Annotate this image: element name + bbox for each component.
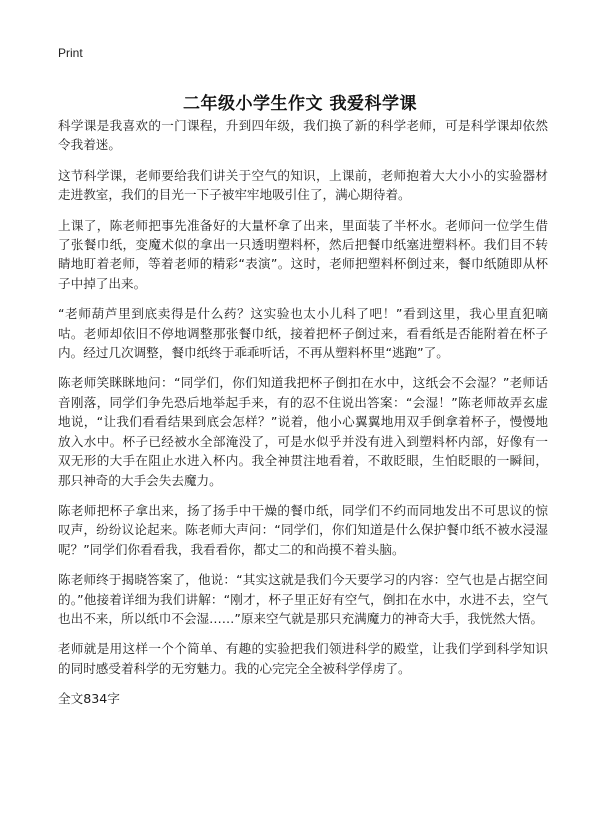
paragraph-5: 陈老师笑眯眯地问：“同学们，你们知道我把杯子倒扣在水中，这纸会不会湿？”老师话音刚落，同学们争先恐后地举起手来，有的忍不住说出答案：“会湿！”陈老师故弄玄虚地说，“让我们看看结果到底会怎样？”说着，他小心翼翼地用双手倒拿着杯子，慢慢地放入水中。杯子已经被水全部淹没了，可是水似乎并没有进入到塑料杯内部，好像有一双无形的大手在阻止水进入杯内。我全神贯注地看着，不敢眨眼，生怕眨眼的一瞬间，那只神奇的大手会失去魔力。 <box>58 375 548 488</box>
word-count: 全文834字 <box>58 691 120 707</box>
paragraph-1: 科学课是我喜欢的一门课程，升到四年级，我们换了新的科学老师，可是科学课却依然令我着迷。 <box>58 118 548 153</box>
paragraph-2: 这节科学课，老师要给我们讲关于空气的知识，上课前，老师抱着大大小小的实验器材走进教室，我们的目光一下子被牢牢地吸引住了，满心期待着。 <box>58 167 548 203</box>
paragraph-8: 老师就是用这样一个个简单、有趣的实验把我们领进科学的殿堂，让我们学到科学知识的同时感受着科学的无穷魅力。我的心完完全全被科学俘虏了。 <box>58 641 548 676</box>
paragraph-6: 陈老师把杯子拿出来，扬了扬手中干燥的餐巾纸，同学们不约而同地发出不可思议的惊叹声，纷纷议论起来。陈老师大声问：“同学们，你们知道是什么保护餐巾纸不被水浸湿呢？”同学们你看看我，我看看你，都丈二的和尚摸不着头脑。 <box>58 502 548 557</box>
article-title: 二年级小学生作文 我爱科学课 <box>183 94 417 115</box>
paragraph-7: 陈老师终于揭晓答案了，他说：“其实这就是我们今天要学习的内容：空气也是占据空间的。”他接着详细为我们讲解：“刚才，杯子里正好有空气，倒扣在水中，水进不去，空气也出不来，所以纸巾不会湿……”原来空气就是那只充满魔力的神奇大手，我恍然大悟。 <box>58 572 548 626</box>
article-body <box>58 116 548 708</box>
paragraph-4: “老师葫芦里到底卖得是什么药？这实验也太小儿科了吧！”看到这里，我心里直犯嘀咕。老师却依旧不停地调整那张餐巾纸，接着把杯子倒过来，看看纸是否能附着在杯子内。经过几次调整，餐巾纸终于乖乖听话，不再从塑料杯里“逃跑”了。 <box>58 306 548 361</box>
print-link[interactable]: Print <box>58 46 83 60</box>
paragraph-3: 上课了，陈老师把事先准备好的大量杯拿了出来，里面装了半杯水。老师问一位学生借了张餐巾纸，变魔术似的拿出一只透明塑料杯，然后把餐巾纸塞进塑料杯。我们目不转睛地盯着老师，等着老师的精彩“表演”。这时，老师把塑料杯倒过来，餐巾纸随即从杯子中掉了出来。 <box>58 217 548 291</box>
